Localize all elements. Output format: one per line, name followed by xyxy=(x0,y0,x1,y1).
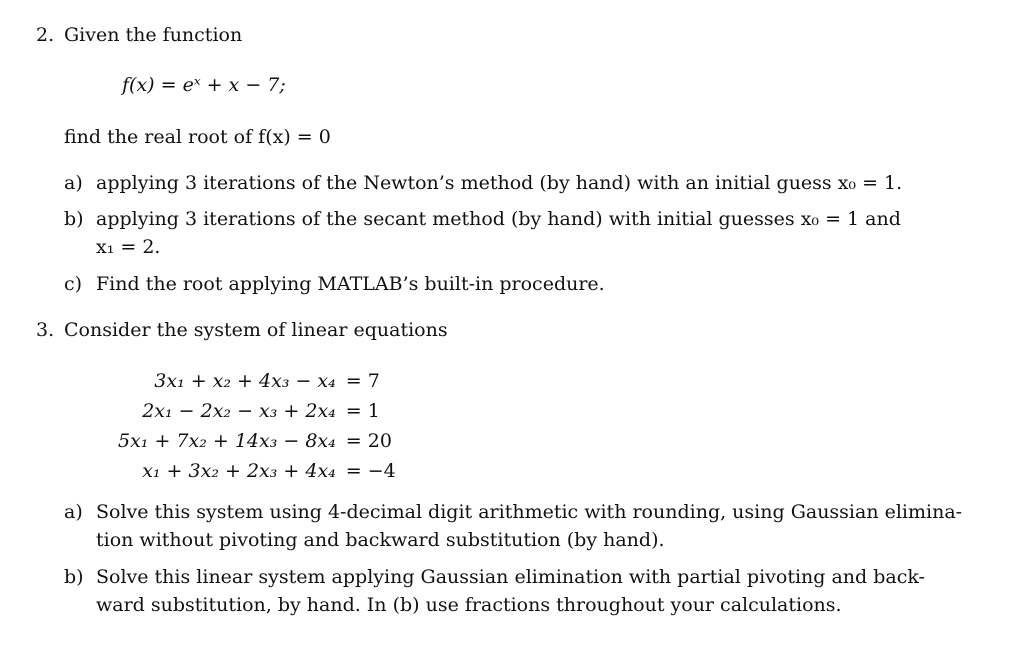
equation-lhs: 3x₁ + x₂ + 4x₃ − x₄ xyxy=(154,370,336,392)
equation-rhs: = −4 xyxy=(345,460,396,482)
problem-3-part-a-line1: Solve this system using 4-decimal digit arithmetic with rounding, using Gaussian elimina- xyxy=(96,501,963,523)
equation-row xyxy=(118,426,396,456)
problem-3-part-a-line2: tion without pivoting and backward substitution (by hand). xyxy=(96,529,665,551)
linear-system xyxy=(118,366,396,486)
problem-2-part-a-text: applying 3 iterations of the Newton’s method (by hand) with an initial guess x₀ = 1. xyxy=(96,172,903,194)
equation-row xyxy=(118,456,396,486)
equation-row xyxy=(118,396,396,426)
problem-2-part-c-text: Find the root applying MATLAB’s built-in procedure. xyxy=(96,273,605,295)
equation-lhs: 5x₁ + 7x₂ + 14x₃ − 8x₄ xyxy=(118,430,336,452)
problem-2-part-b-line2: x₁ = 2. xyxy=(96,236,161,258)
equation-rhs: = 1 xyxy=(345,400,380,422)
equation-rhs: = 20 xyxy=(345,430,392,452)
equation-row xyxy=(118,366,396,396)
problem-2-part-b-line1: applying 3 iterations of the secant method (by hand) with initial guesses x₀ = 1 and xyxy=(96,208,901,230)
problem-2-part-c-label: c) xyxy=(64,273,83,295)
problem-3-part-b-line1: Solve this linear system applying Gaussian elimination with partial pivoting and back- xyxy=(96,566,925,588)
problem-2-part-b-label: b) xyxy=(64,208,84,230)
problem-3-part-a-label: a) xyxy=(64,501,83,523)
problem-3-part-b-label: b) xyxy=(64,566,84,588)
problem-2-part-a-label: a) xyxy=(64,172,83,194)
problem-2-task: find the real root of f(x) = 0 xyxy=(64,126,331,148)
equation-lhs: 2x₁ − 2x₂ − x₃ + 2x₄ xyxy=(142,400,336,422)
problem-2-number: 2. xyxy=(36,24,55,46)
problem-3-intro: Consider the system of linear equations xyxy=(64,319,448,341)
equation-lhs: x₁ + 3x₂ + 2x₃ + 4x₄ xyxy=(142,460,336,482)
problem-2-intro: Given the function xyxy=(64,24,243,46)
problem-3-part-b-line2: ward substitution, by hand. In (b) use fractions throughout your calculations. xyxy=(96,594,842,616)
equation-rhs: = 7 xyxy=(345,370,380,392)
problem-3-number: 3. xyxy=(36,319,55,341)
function-definition: f(x) = eˣ + x − 7; xyxy=(122,74,286,96)
